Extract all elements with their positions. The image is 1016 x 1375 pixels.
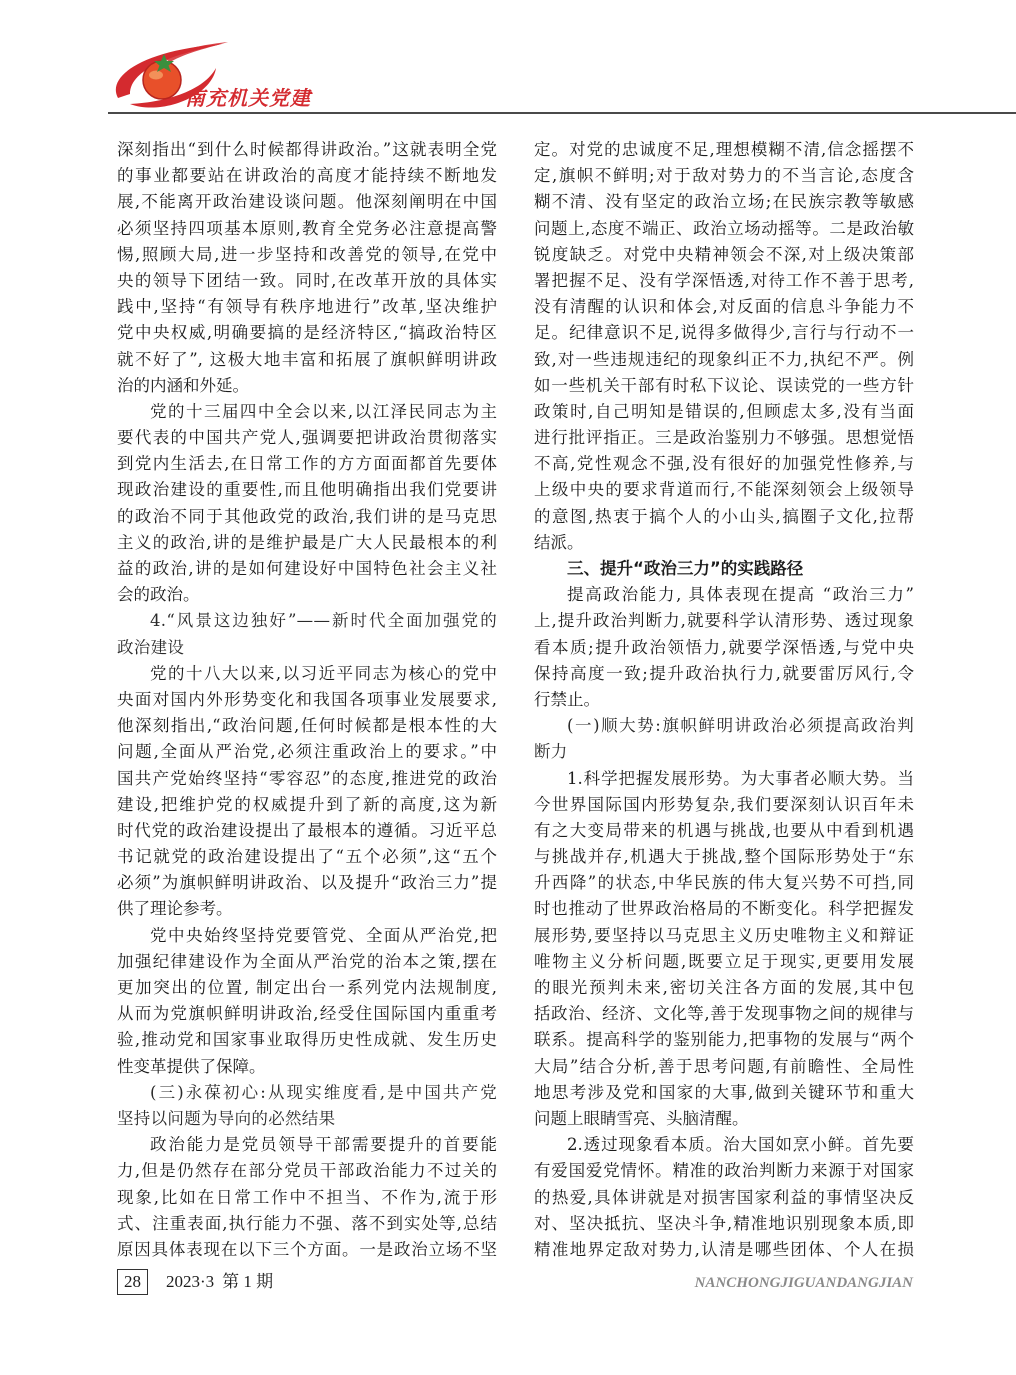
text-line: 问题上,态度不端正、政治立场动摇等。二是政治敏	[534, 218, 914, 238]
text-line: 供了理论参考。	[117, 899, 233, 919]
text-line: 力,但是仍然存在部分党员干部政治能力不过关的	[117, 1161, 497, 1181]
paragraph	[117, 399, 497, 609]
text-line: 惕,照顾大局,进一步坚持和改善党的领导,在党中	[117, 244, 497, 264]
text-line: 党中央权威,明确要搞的是经济特区,“搞政治特区	[117, 323, 497, 343]
paragraph	[534, 137, 914, 556]
text-line: 与挑战并存,机遇大于挑战,整个国际形势处于“东	[534, 847, 914, 867]
text-line: 现政治建设的重要性,而且他明确指出我们党要讲	[117, 480, 497, 500]
text-line: 2.透过现象看本质。治大国如烹小鲜。首先要	[567, 1135, 914, 1155]
text-line: 必须坚持四项基本原则,教育全党务必注意提高警	[117, 218, 497, 238]
header-divider	[108, 112, 1016, 114]
text-line: 今世界国际国内形势复杂,我们要深刻认识百年未	[534, 794, 914, 814]
text-line: 央的领导下团结一致。同时,在改革开放的具体实	[117, 270, 497, 290]
text-line: 问题上眼睛雪亮、头脑清醒。	[534, 1108, 749, 1128]
subheading	[117, 1080, 497, 1132]
text-line: 锐度缺乏。对党中央精神领会不深,对上级决策部	[534, 244, 914, 264]
text-line: 央面对国内外形势变化和我国各项事业发展要求,	[117, 689, 497, 709]
text-line: 时也推动了世界政治格局的不断变化。科学把握发	[534, 899, 914, 919]
text-line: 党中央始终坚持党要管党、全面从严治党,把	[150, 925, 497, 945]
text-line: 唯物主义分析问题,既要立足于现实,更要用发展	[534, 951, 914, 971]
text-line: 上级中央的要求背道而行,不能深刻领会上级领导	[534, 480, 914, 500]
text-line: 看本质;提升政治领悟力,就要学深悟透,与党中央	[534, 637, 914, 657]
text-line: 括政治、经济、文化等,善于发现事物之间的规律与	[534, 1004, 914, 1024]
text-line: 性变革提供了保障。	[117, 1056, 266, 1076]
text-line: 有爱国爱党情怀。精准的政治判断力来源于对国家	[534, 1161, 914, 1181]
text-line: 益的政治,讲的是如何建设好中国特色社会主义社	[117, 559, 497, 578]
page-number: 28	[117, 1269, 148, 1295]
text-line: 践中,坚持“有领导有秩序地进行”改革,坚决维护	[117, 297, 497, 317]
text-line: 行禁止。	[534, 689, 600, 709]
text-line: 的热爱,具体讲就是对损害国家利益的事情坚决反	[534, 1187, 914, 1207]
text-line: (三)永葆初心:从现实维度看,是中国共产党	[150, 1082, 497, 1102]
issue-info	[166, 1269, 273, 1295]
paragraph	[534, 1132, 914, 1263]
text-line: 进行批评指正。三是政治鉴别力不够强。思想觉悟	[534, 428, 914, 448]
text-line: 国共产党始终坚持“零容忍”的态度,推进党的政治	[117, 768, 497, 788]
text-line: 的事业都要站在讲政治的高度才能持续不断地发	[117, 166, 497, 186]
text-line: 他深刻指出,“政治问题,任何时候都是根本性的大	[117, 716, 497, 736]
text-line: 保持高度一致;提升政治执行力,就要雷厉风行,令	[534, 663, 914, 683]
text-line: 足。纪律意识不足,说得多做得少,言行与行动不一	[534, 323, 914, 343]
text-line: 结派。	[534, 532, 584, 552]
text-line: 展形势,要坚持以马克思主义历史唯物主义和辩证	[534, 925, 914, 945]
paragraph	[534, 582, 914, 713]
magazine-title: 南充机关党建	[185, 86, 311, 110]
text-line: 断力	[534, 742, 568, 762]
text-line: 必须”为旗帜鲜明讲政治、以及提升“政治三力”提	[117, 873, 497, 893]
text-line: (一)顺大势:旗帜鲜明讲政治必须提高政治判	[567, 716, 914, 736]
text-line: 定,旗帜不鲜明;对于敌对势力的不当言论,态度含	[534, 166, 914, 186]
text-line: 政策时,自己明知是错误的,但顾虑太多,没有当面	[534, 401, 914, 421]
text-line: 到党内生活去,在日常工作的方方面面都首先要体	[117, 454, 497, 474]
text-line: 精准地界定敌对势力,认清是哪些团体、个人在损	[534, 1239, 914, 1259]
text-line: 如一些机关干部有时私下议论、误读党的一些方针	[534, 375, 914, 395]
text-line: 4.“风景这边独好”——新时代全面加强党的	[150, 611, 497, 631]
text-line: 的眼光预判未来,密切关注各方面的发展,其中包	[534, 978, 914, 997]
paragraph	[117, 1132, 497, 1263]
text-line: 上,提升政治判断力,就要科学认清形势、透过现象	[534, 611, 914, 631]
text-line: 不高,党性观念不强,没有很好的加强党性修养,与	[534, 454, 914, 474]
text-line: 建设,把维护党的权威提升到了新的高度,这为新	[117, 794, 497, 814]
issue-year-month: 2023·3	[166, 1272, 215, 1291]
text-line: 地思考涉及党和国家的大事,做到关键环节和重大	[534, 1082, 914, 1102]
text-line: 问题,全面从严治党,必须注重政治上的要求。”中	[117, 742, 497, 762]
text-line: 治的内涵和外延。	[117, 375, 249, 395]
text-line: 原因具体表现在以下三个方面。一是政治立场不坚	[117, 1239, 497, 1259]
text-line: 定。对党的忠诚度不足,理想模糊不清,信念摇摆不	[534, 140, 914, 159]
text-line: 联系。提高科学的鉴别能力,把事物的发展与“两个	[534, 1030, 914, 1050]
text-line: 升西降”的状态,中华民族的伟大复兴势不可挡,同	[534, 873, 914, 893]
text-line: 深刻指出“到什么时候都得讲政治。”这就表明全党	[117, 140, 497, 159]
text-line: 要代表的中国共产党人,强调要把讲政治贯彻落实	[117, 428, 497, 448]
text-line: 党的十八大以来,以习近平同志为核心的党中	[150, 663, 497, 683]
text-line: 致,对一些违规违纪的现象纠正不力,执纪不严。例	[534, 349, 914, 369]
text-line: 加强纪律建设作为全面从严治党的治本之策,摆在	[117, 951, 497, 971]
text-line: 更加突出的位置, 制定出台一系列党内法规制度,	[117, 978, 497, 997]
text-line: 有之大变局带来的机遇与挑战,也要从中看到机遇	[534, 820, 914, 840]
paragraph	[117, 137, 497, 399]
paragraph	[117, 923, 497, 1080]
text-line: 党的十三届四中全会以来,以江泽民同志为主	[150, 401, 497, 421]
text-line: 书记就党的政治建设提出了“五个必须”,这“五个	[117, 847, 497, 867]
text-line: 式、注重表面,执行能力不强、落不到实处等,总结	[117, 1213, 497, 1233]
section-heading	[534, 556, 914, 582]
text-line: 大局”结合分析,善于思考问题,有前瞻性、全局性	[534, 1056, 914, 1076]
text-line: 政治能力是党员领导干部需要提升的首要能	[150, 1135, 497, 1155]
text-line: 坚持以问题为导向的必然结果	[117, 1108, 336, 1128]
text-line: 从而为党旗帜鲜明讲政治,经受住国际国内重重考	[117, 1004, 497, 1024]
text-line: 糊不清、没有坚定的政治立场;在民族宗教等敏感	[534, 192, 914, 212]
paragraph	[534, 766, 914, 1133]
text-line: 署把握不足、没有学深悟透,对待工作不善于思考,	[534, 270, 914, 290]
subheading	[117, 608, 497, 660]
text-line: 时代党的政治建设提出了最根本的遵循。习近平总	[117, 820, 497, 840]
text-line: 主义的政治,讲的是维护最是广大人民最根本的利	[117, 532, 497, 552]
paragraph	[117, 661, 497, 923]
text-line: 现象,比如在日常工作中不担当、不作为,流于形	[117, 1187, 497, 1207]
text-line: 三、提升“政治三力”的实践路径	[567, 559, 804, 578]
text-line: 展,不能离开政治建设谈问题。他深刻阐明在中国	[117, 192, 497, 212]
issue-number: 第 1 期	[222, 1272, 274, 1291]
text-line: 政治建设	[117, 637, 185, 657]
site-name: NANCHONGJIGUANDANGJIAN	[694, 1275, 913, 1291]
text-line: 的政治不同于其他政党的政治,我们讲的是马克思	[117, 506, 497, 526]
right-column	[534, 137, 914, 1263]
text-line: 提高政治能力, 具体表现在提高 “政治三力”	[567, 585, 914, 605]
text-line: 对、坚决抵抗、坚决斗争,精准地识别现象本质,即	[534, 1213, 914, 1233]
left-column	[117, 137, 497, 1263]
text-line: 就不好了”, 这极大地丰富和拓展了旗帜鲜明讲政	[117, 349, 497, 369]
subheading	[534, 713, 914, 765]
text-line: 验,推动党和国家事业取得历史性成就、发生历史	[117, 1030, 497, 1050]
text-line: 1.科学把握发展形势。为大事者必顺大势。当	[567, 768, 914, 788]
text-line: 没有清醒的认识和体会,对反面的信息斗争能力不	[534, 297, 914, 317]
text-line: 会的政治。	[117, 585, 200, 605]
text-line: 的意图,热衷于搞个人的小山头,搞圈子文化,拉帮	[534, 506, 914, 526]
